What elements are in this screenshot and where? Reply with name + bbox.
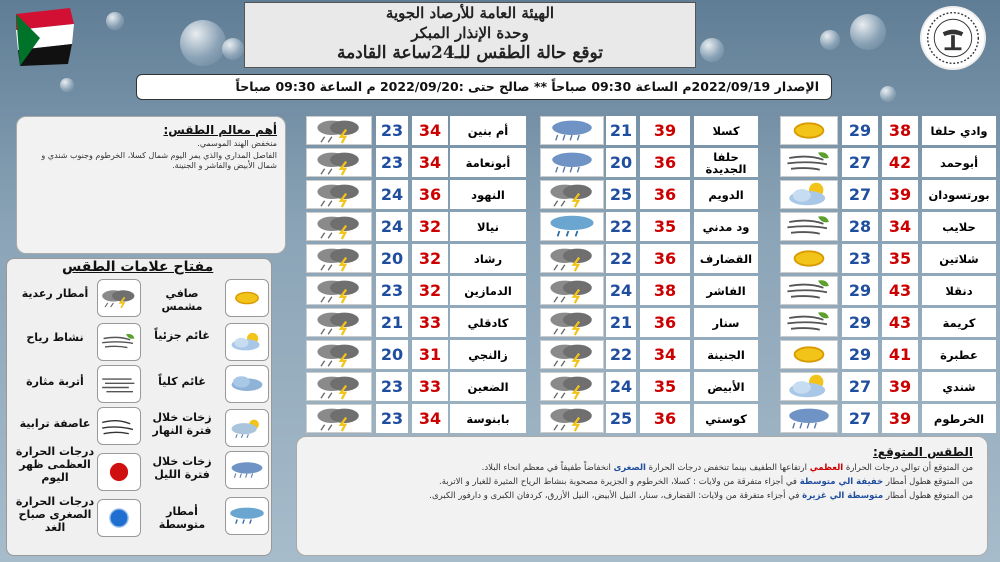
min-temp: 24 (606, 372, 636, 401)
min-temp: 21 (606, 116, 636, 145)
storm-weather-icon (306, 212, 372, 241)
min-temp: 29 (842, 340, 878, 369)
city-name: الأبيض (694, 372, 758, 401)
legend-label: أتربة مثارة (26, 375, 84, 388)
sunny-weather-icon (780, 116, 838, 145)
wind-weather-icon (780, 308, 838, 337)
city-name: حلايب (922, 212, 996, 241)
max-temp: 34 (640, 340, 690, 369)
city-name: أبوحمد (922, 148, 996, 177)
water-drop (850, 14, 886, 50)
wind-legend-icon (97, 323, 141, 361)
issue-date-bar: الإصدار 2022/09/19م الساعة 09:30 صباحاً ** صالح حتى :2022/09/20 م الساعة 09:30 صباحاً (136, 74, 832, 100)
city-name: سنار (694, 308, 758, 337)
max-temp: 36 (640, 180, 690, 209)
legend-label: أمطار رعدية (21, 287, 89, 300)
nightrain-weather-icon (540, 148, 604, 177)
legend-label: غائم كلياً (158, 375, 206, 388)
max-temp: 33 (412, 308, 448, 337)
weather-legend-panel (6, 258, 272, 556)
min-temp: 27 (842, 372, 878, 401)
rain-weather-icon (540, 212, 604, 241)
expected-title: الطقس المتوقع: (872, 445, 973, 459)
min-temp: 23 (842, 244, 878, 273)
max-temp: 39 (882, 372, 918, 401)
wind-weather-icon (780, 148, 838, 177)
city-name: بورتسودان (922, 180, 996, 209)
expected-weather-panel (296, 436, 988, 556)
max-temp: 35 (640, 372, 690, 401)
city-name: ود مدني (694, 212, 758, 241)
mindot-legend-icon (97, 499, 141, 537)
max-temp: 36 (640, 148, 690, 177)
nightrain-weather-icon (780, 404, 838, 433)
city-name: وادي حلفا (922, 116, 996, 145)
max-temp: 34 (882, 212, 918, 241)
city-name: الجنينة (694, 340, 758, 369)
storm-weather-icon (540, 372, 604, 401)
storm-weather-icon (306, 404, 372, 433)
legend-label: درجات الحرارة الصغرى صباح الغد (15, 495, 95, 534)
city-name: أبونعامة (450, 148, 526, 177)
min-temp: 24 (376, 212, 408, 241)
nightrain-legend-icon (225, 451, 269, 489)
city-name: حلفا الجديدة (694, 148, 758, 177)
min-temp: 23 (376, 404, 408, 433)
max-temp: 32 (412, 276, 448, 305)
max-temp: 36 (412, 180, 448, 209)
rain-legend-icon (225, 497, 269, 535)
max-temp: 34 (412, 148, 448, 177)
storm-weather-icon (306, 372, 372, 401)
storm-weather-icon (306, 148, 372, 177)
legend-label: صافي مشمس (161, 287, 203, 313)
min-temp: 25 (606, 404, 636, 433)
cloudy-legend-icon (225, 365, 269, 403)
max-temp: 38 (882, 116, 918, 145)
max-temp: 36 (640, 404, 690, 433)
partly-legend-icon (225, 323, 269, 361)
max-temp: 34 (412, 116, 448, 145)
min-temp: 22 (606, 340, 636, 369)
expected-paragraph-1: من المتوقع أن توالي درجات الحرارة العظمي ارتفاعها الطفيف بينما تنخفض درجات الحرارة الصغرى انخفاضاً طفيفاً في معظم انحاء البلاد. (481, 463, 973, 473)
min-temp: 25 (606, 180, 636, 209)
city-name: الدويم (694, 180, 758, 209)
max-temp: 32 (412, 244, 448, 273)
min-temp: 21 (606, 308, 636, 337)
maxdot-legend-icon (97, 453, 141, 491)
min-temp: 23 (376, 116, 408, 145)
city-name: أم بنين (450, 116, 526, 145)
legend-title: مفتاح علامات الطقس (62, 259, 214, 275)
nightrain-weather-icon (540, 116, 604, 145)
water-drop (820, 30, 840, 50)
max-temp: 39 (882, 404, 918, 433)
water-drop (880, 86, 896, 102)
storm-weather-icon (306, 180, 372, 209)
max-temp: 32 (412, 212, 448, 241)
title-line-1: الهيئة العامة للأرصاد الجوية (385, 4, 555, 22)
max-temp: 39 (640, 116, 690, 145)
max-temp: 35 (640, 212, 690, 241)
min-temp: 23 (376, 148, 408, 177)
max-temp: 39 (882, 180, 918, 209)
partly-weather-icon (780, 372, 838, 401)
expected-paragraph-3: من المتوقع هطول أمطار متوسطة الي غزيرة في أجزاء متفرقة من ولايات: القضارف، سنار، النيل الأبيض، النيل الأزرق، كردفان الكبرى و دارفور الكبرى. (429, 491, 973, 501)
city-name: الفاشر (694, 276, 758, 305)
city-name: كادقلي (450, 308, 526, 337)
title-line-3: توقع حالة الطقس للـ24ساعة القادمة (336, 43, 604, 63)
city-name: شلاتين (922, 244, 996, 273)
city-name: بابنوسة (450, 404, 526, 433)
city-name: نيالا (450, 212, 526, 241)
min-temp: 29 (842, 276, 878, 305)
storm-weather-icon (540, 244, 604, 273)
max-temp: 43 (882, 276, 918, 305)
water-drop (222, 38, 244, 60)
max-temp: 34 (412, 404, 448, 433)
meteorological-authority-logo-icon (920, 6, 986, 70)
max-temp: 33 (412, 372, 448, 401)
city-name: شندي (922, 372, 996, 401)
expected-paragraph-2: من المتوقع هطول أمطار خفيفة الي متوسطة في أجزاء متفرقة من ولايات : كسلا، الخرطوم و الجزيرة مصحوبة بنشاط الرياح المثيرة للغبار و الاتربة. (439, 477, 973, 487)
min-temp: 22 (606, 212, 636, 241)
min-temp: 24 (376, 180, 408, 209)
dayrain-legend-icon (225, 409, 269, 447)
storm-weather-icon (540, 340, 604, 369)
legend-label: زخات خلال فترة الليل (152, 455, 212, 481)
legend-label: زخات خلال فترة النهار (152, 411, 212, 437)
sudan-flag-icon (10, 4, 78, 68)
min-temp: 27 (842, 404, 878, 433)
legend-label: أمطار متوسطة (158, 505, 206, 531)
min-temp: 27 (842, 180, 878, 209)
city-name: كوستي (694, 404, 758, 433)
min-temp: 20 (606, 148, 636, 177)
min-temp: 29 (842, 116, 878, 145)
city-name: الضعين (450, 372, 526, 401)
page-title (244, 2, 696, 68)
min-temp: 29 (842, 308, 878, 337)
city-name: الخرطوم (922, 404, 996, 433)
legend-label: عاصفة ترابية (19, 417, 91, 430)
min-temp: 21 (376, 308, 408, 337)
storm-weather-icon (540, 180, 604, 209)
storm-weather-icon (306, 340, 372, 369)
max-temp: 31 (412, 340, 448, 369)
min-temp: 28 (842, 212, 878, 241)
min-temp: 23 (376, 372, 408, 401)
city-name: الدمازين (450, 276, 526, 305)
highlights-title: أهم معالم الطقس: (163, 123, 277, 137)
storm-weather-icon (540, 404, 604, 433)
dust-legend-icon (97, 365, 141, 403)
legend-label: نشاط رياح (26, 331, 84, 344)
wind-weather-icon (780, 276, 838, 305)
wind-weather-icon (780, 212, 838, 241)
highlight-item: منخفض الهند الموسمي. (197, 139, 277, 148)
water-drop (106, 12, 124, 30)
max-temp: 42 (882, 148, 918, 177)
min-temp: 24 (606, 276, 636, 305)
max-temp: 35 (882, 244, 918, 273)
city-name: رشاد (450, 244, 526, 273)
storm-legend-icon (97, 279, 141, 317)
city-name: كسلا (694, 116, 758, 145)
sunny-weather-icon (780, 340, 838, 369)
storm-weather-icon (540, 276, 604, 305)
max-temp: 36 (640, 308, 690, 337)
max-temp: 36 (640, 244, 690, 273)
city-name: النهود (450, 180, 526, 209)
max-temp: 41 (882, 340, 918, 369)
sunny-weather-icon (780, 244, 838, 273)
water-drop (60, 78, 74, 92)
legend-label: درجات الحرارة العظمى ظهر اليوم (15, 445, 95, 484)
city-name: زالنجي (450, 340, 526, 369)
legend-label: غائم جزئياً (154, 329, 210, 342)
min-temp: 20 (376, 340, 408, 369)
city-name: دنقلا (922, 276, 996, 305)
storm-weather-icon (306, 244, 372, 273)
water-drop (700, 38, 724, 62)
min-temp: 20 (376, 244, 408, 273)
min-temp: 23 (376, 276, 408, 305)
sunny-legend-icon (225, 279, 269, 317)
city-name: القضارف (694, 244, 758, 273)
max-temp: 38 (640, 276, 690, 305)
highlight-item: الفاصل المداري والذي يمر اليوم شمال كسلا، الخرطوم وجنوب شندي و شمال الأبيض والفاشر و الجنينة. (41, 151, 277, 170)
water-drop (180, 20, 226, 66)
storm-weather-icon (540, 308, 604, 337)
duststorm-legend-icon (97, 407, 141, 445)
max-temp: 43 (882, 308, 918, 337)
min-temp: 27 (842, 148, 878, 177)
weather-highlights-panel (16, 116, 286, 254)
storm-weather-icon (306, 308, 372, 337)
min-temp: 22 (606, 244, 636, 273)
storm-weather-icon (306, 116, 372, 145)
title-line-2: وحدة الإنذار المبكر (411, 24, 529, 42)
city-name: عطبرة (922, 340, 996, 369)
partly-weather-icon (780, 180, 838, 209)
storm-weather-icon (306, 276, 372, 305)
city-name: كريمة (922, 308, 996, 337)
